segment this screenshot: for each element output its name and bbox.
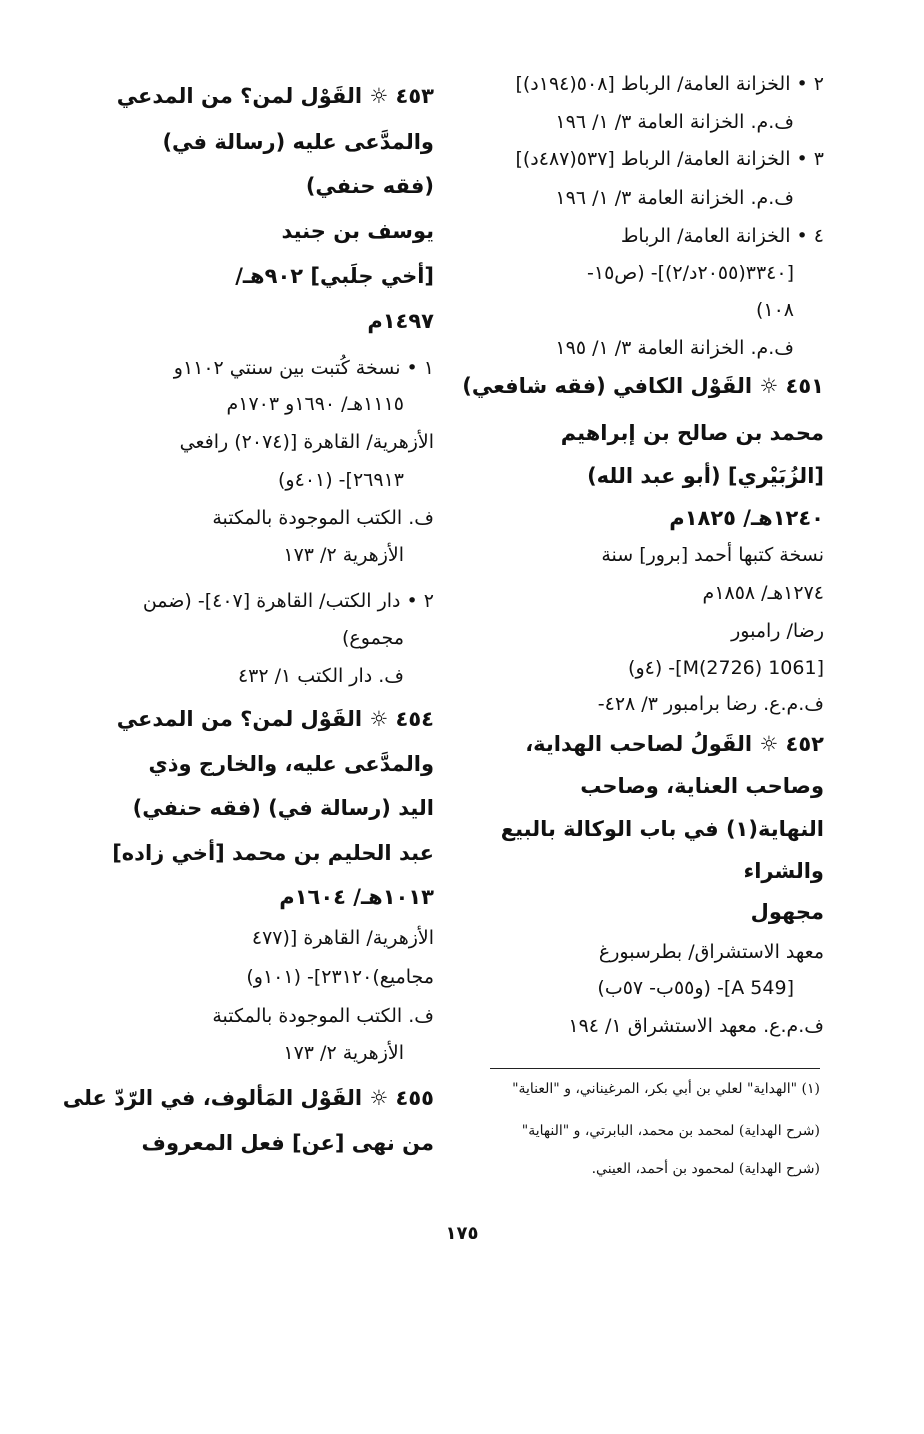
text-line: ف.م. الخزانة العامة ٣/ ١/ ١٩٦ — [555, 111, 794, 133]
text-line: [1061 M(2726)]- (٤و) — [628, 657, 824, 679]
text-line: ف. الكتب الموجودة بالمكتبة — [212, 507, 434, 529]
footnote-line: (شرح الهداية) لمحمود بن أحمد، العيني. — [591, 1161, 820, 1177]
text-line: [٣٣٤٠(٢٠٥٥د/٢)]- (ص١٥- — [587, 262, 794, 284]
entry-heading-452: ٤٥٢ ☼ القَولُ لصاحب الهداية، — [525, 732, 824, 756]
text-line: ١١١٥هـ/ ١٦٩٠و ١٧٠٣م — [226, 393, 404, 415]
text-line: ف.م.ع. رضا برامبور ٣/ ٤٢٨- — [597, 693, 824, 715]
death-date: ١٠١٣هـ/ ١٦٠٤م — [279, 885, 434, 909]
text-line: ف.م. الخزانة العامة ٣/ ١/ ١٩٥ — [555, 337, 794, 359]
text-line: معهد الاستشراق/ بطرسبورغ — [598, 941, 824, 963]
entry-heading-454: ٤٥٤ ☼ القَوْل لمن؟ من المدعي — [116, 707, 434, 731]
text-line: ف.م. الخزانة العامة ٣/ ١/ ١٩٦ — [555, 187, 794, 209]
footnote-divider — [490, 1068, 820, 1069]
text-line: ٢ • دار الكتب/ القاهرة [٤٠٧]- (ضمن — [142, 590, 434, 612]
footnote-line: (شرح الهداية) لمحمد بن محمد، البابرتي، و "النهاية" — [521, 1123, 820, 1139]
text-line: الأزهرية/ القاهرة [(٢٠٧٤) رافعي — [179, 431, 434, 453]
entry-heading-line: اليد (رسالة في) (فقه حنفي) — [132, 796, 434, 820]
footnote-line: (١) "الهداية" لعلي بن أبي بكر، المرغيناني، و "العناية" — [512, 1081, 820, 1097]
entry-heading-line: النهاية(١) في باب الوكالة بالبيع — [500, 817, 824, 841]
death-date: ١٢٤٠هـ/ ١٨٢٥م — [669, 506, 824, 530]
text-line: رضا/ رامبور — [731, 620, 824, 642]
text-line: [A 549]- (و٥٥ب- ٥٧ب) — [597, 977, 794, 999]
text-line: ١٠٨) — [755, 299, 794, 321]
entry-heading-line: (فقه حنفي) — [305, 174, 434, 198]
author-name: مجهول — [750, 900, 824, 924]
author-name: يوسف بن جنيد — [281, 219, 434, 243]
entry-heading-line: والشراء — [743, 859, 824, 883]
death-date: ١٤٩٧م — [367, 309, 434, 333]
text-line: ١٢٧٤هـ/ ١٨٥٨م — [702, 582, 824, 604]
author-name: عبد الحليم بن محمد [أخي زاده] — [112, 841, 434, 865]
entry-heading-453: ٤٥٣ ☼ القَوْل لمن؟ من المدعي — [116, 84, 434, 108]
text-line: نسخة كتبها أحمد [برور] سنة — [601, 544, 824, 566]
entry-heading-451: ٤٥١ ☼ القَوْل الكافي (فقه شافعي) — [462, 374, 824, 398]
text-line: ف. الكتب الموجودة بالمكتبة — [212, 1005, 434, 1027]
text-line: ٤ • الخزانة العامة/ الرباط — [620, 225, 824, 247]
entry-heading-line: وصاحب العناية، وصاحب — [580, 774, 824, 798]
text-line: ٢٦٩١٣]- (٤٠١و) — [278, 469, 404, 491]
text-line: ٢ • الخزانة العامة/ الرباط [٥٠٨(١٩٤د)] — [515, 73, 824, 95]
text-line: الأزهرية/ القاهرة [(٤٧٧ — [251, 927, 434, 949]
entry-heading-455: ٤٥٥ ☼ القَوْل المَألوف، في الرّدّ على — [62, 1086, 434, 1110]
entry-heading-line: والمدَّعى عليه (رسالة في) — [162, 130, 434, 154]
text-line: الأزهرية ٢/ ١٧٣ — [283, 544, 404, 566]
author-name: [الزُبَيْري] (أبو عبد الله) — [587, 464, 824, 488]
entry-heading-line: والمدَّعى عليه، والخارج وذي — [148, 752, 434, 776]
text-line: ١ • نسخة كُتبت بين سنتي ١١٠٢و — [173, 357, 434, 379]
author-name: محمد بن صالح بن إبراهيم — [560, 421, 824, 445]
text-line: مجاميع)٢٣١٢٠]- (١٠١و) — [246, 966, 434, 988]
text-line: الأزهرية ٢/ ١٧٣ — [283, 1042, 404, 1064]
text-line: ٣ • الخزانة العامة/ الرباط [٥٣٧(٤٨٧د)] — [515, 148, 824, 170]
text-line: ف.م.ع. معهد الاستشراق ١/ ١٩٤ — [568, 1015, 824, 1037]
entry-heading-line: من نهى [عن] فعل المعروف — [141, 1131, 434, 1155]
author-name: [أخي جلَبي] ٩٠٢هـ/ — [235, 264, 434, 288]
text-line: مجموع) — [342, 627, 404, 649]
text-line: ف. دار الكتب ١/ ٤٣٢ — [237, 665, 404, 687]
page-number: ١٧٥ — [445, 1223, 479, 1244]
